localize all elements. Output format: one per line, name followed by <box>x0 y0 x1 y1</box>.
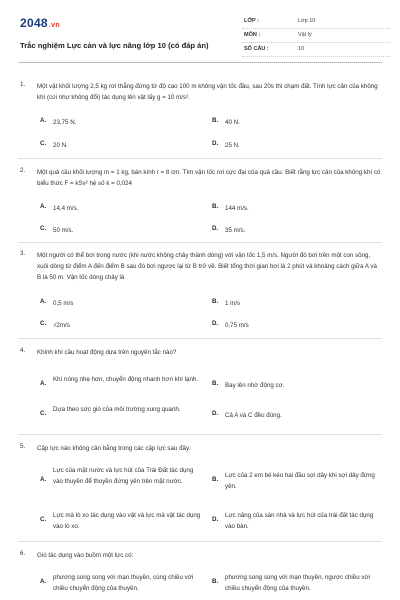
option-text: 35 m/s. <box>225 227 246 234</box>
option-b[interactable] <box>212 470 377 494</box>
option-text: 144 m/s. <box>225 205 249 212</box>
question-divider <box>18 541 382 542</box>
question-number: 6. <box>20 550 26 557</box>
option-letter: A. <box>40 203 47 210</box>
option-letter: C. <box>40 320 47 327</box>
question-text: Một quả cầu khối lượng m = 1 kg, bán kính r = 8 cm. Tìm vận tốc rơi cực đại của quả cầu. Biết rằng lực cản của không khí có biểu thức F = kSv² hệ số k = 0,024 <box>37 169 381 188</box>
option-b[interactable] <box>212 572 377 596</box>
option-letter: B. <box>212 578 219 585</box>
option-text: 25 N. <box>225 142 240 149</box>
option-text: Lực nâng của sàn nhà và lực hút của trái đất tác dụng vào bàn. <box>225 512 374 531</box>
meta-value: 10 <box>298 46 305 52</box>
question-divider <box>18 242 382 243</box>
question-text: Cặp lực nào không cân bằng trong các cặp lực sau đây: <box>37 445 191 452</box>
page-title: Trắc nghiệm Lực cản và lực nâng lớp 10 (có đáp án) <box>20 41 209 50</box>
option-d[interactable] <box>212 510 377 534</box>
option-text: 23,75 N. <box>53 119 77 126</box>
option-text: 20 N. <box>53 142 68 149</box>
option-letter: D. <box>212 516 219 523</box>
question-text: Một người có thể bơi trong nước (khi nước không chảy thành dòng) với vận tốc 1,5 m/s. Người đó bơi trên một con sông, xuôi dòng từ điểm A đến điểm B sau đó bơi ngược lại từ B trở về. Biết tổng thời gian bơi là 2 phút và khoảng cách giữa A và B là 50 m. Vận tốc dòng chảy là <box>37 252 377 282</box>
meta-table <box>242 15 390 57</box>
meta-row-count <box>242 43 390 57</box>
option-letter: C. <box>40 410 47 417</box>
option-a[interactable] <box>40 374 205 398</box>
option-text: phương song song với mạn thuyền, cùng chiều với chiều chuyển động của thuyền. <box>53 574 194 593</box>
site-logo[interactable] <box>20 16 60 30</box>
option-a[interactable] <box>40 572 205 596</box>
option-text: Lực của 2 em bé kéo hai đầu sợi dây khi sợi dây đứng yên. <box>225 472 375 491</box>
question-number: 2. <box>20 167 26 174</box>
question-divider <box>18 158 382 159</box>
option-letter: A. <box>40 298 47 305</box>
meta-label: LỚP : <box>244 18 259 24</box>
question-divider <box>18 434 382 435</box>
meta-row-class <box>242 15 390 29</box>
option-text: 1 m/s <box>225 300 241 307</box>
question-divider <box>18 338 382 339</box>
option-text: √2m/s <box>53 322 70 329</box>
option-text: phương song song với mạn thuyền, ngược chiều với chiều chuyển động của thuyền. <box>225 574 370 593</box>
option-letter: A. <box>40 476 47 483</box>
question-number: 3. <box>20 250 26 257</box>
option-letter: B. <box>212 117 219 124</box>
logo-suffix: .vn <box>48 22 60 29</box>
option-text: 40 N. <box>225 119 240 126</box>
meta-value: Vật lý <box>298 32 312 38</box>
question-number: 4. <box>20 347 26 354</box>
option-letter: B. <box>212 203 219 210</box>
option-letter: C. <box>40 225 47 232</box>
option-letter: B. <box>212 476 219 483</box>
question-text: Khinh khí cầu hoạt động dựa trên nguyên tắc nào? <box>37 349 177 356</box>
meta-row-subject <box>242 29 390 43</box>
question-text: Gió tác dụng vào buồm một lực có: <box>37 552 134 559</box>
option-letter: D. <box>212 320 219 327</box>
option-letter: D. <box>212 410 219 417</box>
option-text: Lực mà lò xo tác dụng vào vật và lực mà vật tác dụng vào lò xo. <box>53 512 201 531</box>
meta-label: SỐ CÂU : <box>244 46 269 52</box>
option-letter: D. <box>212 225 219 232</box>
option-c[interactable] <box>40 510 205 534</box>
option-text: 50 m/s. <box>53 227 74 234</box>
option-letter: B. <box>212 380 219 387</box>
option-letter: A. <box>40 380 47 387</box>
option-text: 0,5 m/s <box>53 300 74 307</box>
option-letter: D. <box>212 140 219 147</box>
logo-text: 2048 <box>20 16 48 30</box>
option-text: Cả A và C đều đúng. <box>225 412 282 419</box>
option-letter: C. <box>40 140 47 147</box>
option-text: Dựa theo sức gió của môi trường xung quanh. <box>53 406 181 413</box>
option-letter: B. <box>212 298 219 305</box>
meta-label: MÔN : <box>244 32 261 38</box>
option-text: 14,4 m/s. <box>53 205 79 212</box>
option-letter: A. <box>40 578 47 585</box>
question-number: 5. <box>20 443 26 450</box>
option-c[interactable] <box>40 404 205 428</box>
option-a[interactable] <box>40 465 205 499</box>
question-number: 1. <box>20 81 26 88</box>
option-letter: A. <box>40 117 47 124</box>
option-text: Bay lên nhờ động cơ. <box>225 382 285 389</box>
option-text: Khí nóng nhẹ hơn, chuyển động nhanh hơn khí lạnh. <box>53 376 199 383</box>
meta-value: Lớp 10 <box>298 18 316 24</box>
question-text: Một vật khối lượng 2,5 kg rơi thẳng đứng từ độ cao 100 m không vận tốc đầu, sau 20s thì chạm đất. Tính lực cản của không khí (coi như không đổi) tác dụng lên vật lấy g = 10 m/s². <box>37 83 378 102</box>
header-divider <box>18 62 382 63</box>
option-letter: C. <box>40 516 47 523</box>
option-text: 0,75 m/s <box>225 322 249 329</box>
option-text: Lực của mặt nước và lực hút của Trái Đất tác dụng vào thuyền để thuyền đứng yên trên mặt nước. <box>53 467 194 486</box>
